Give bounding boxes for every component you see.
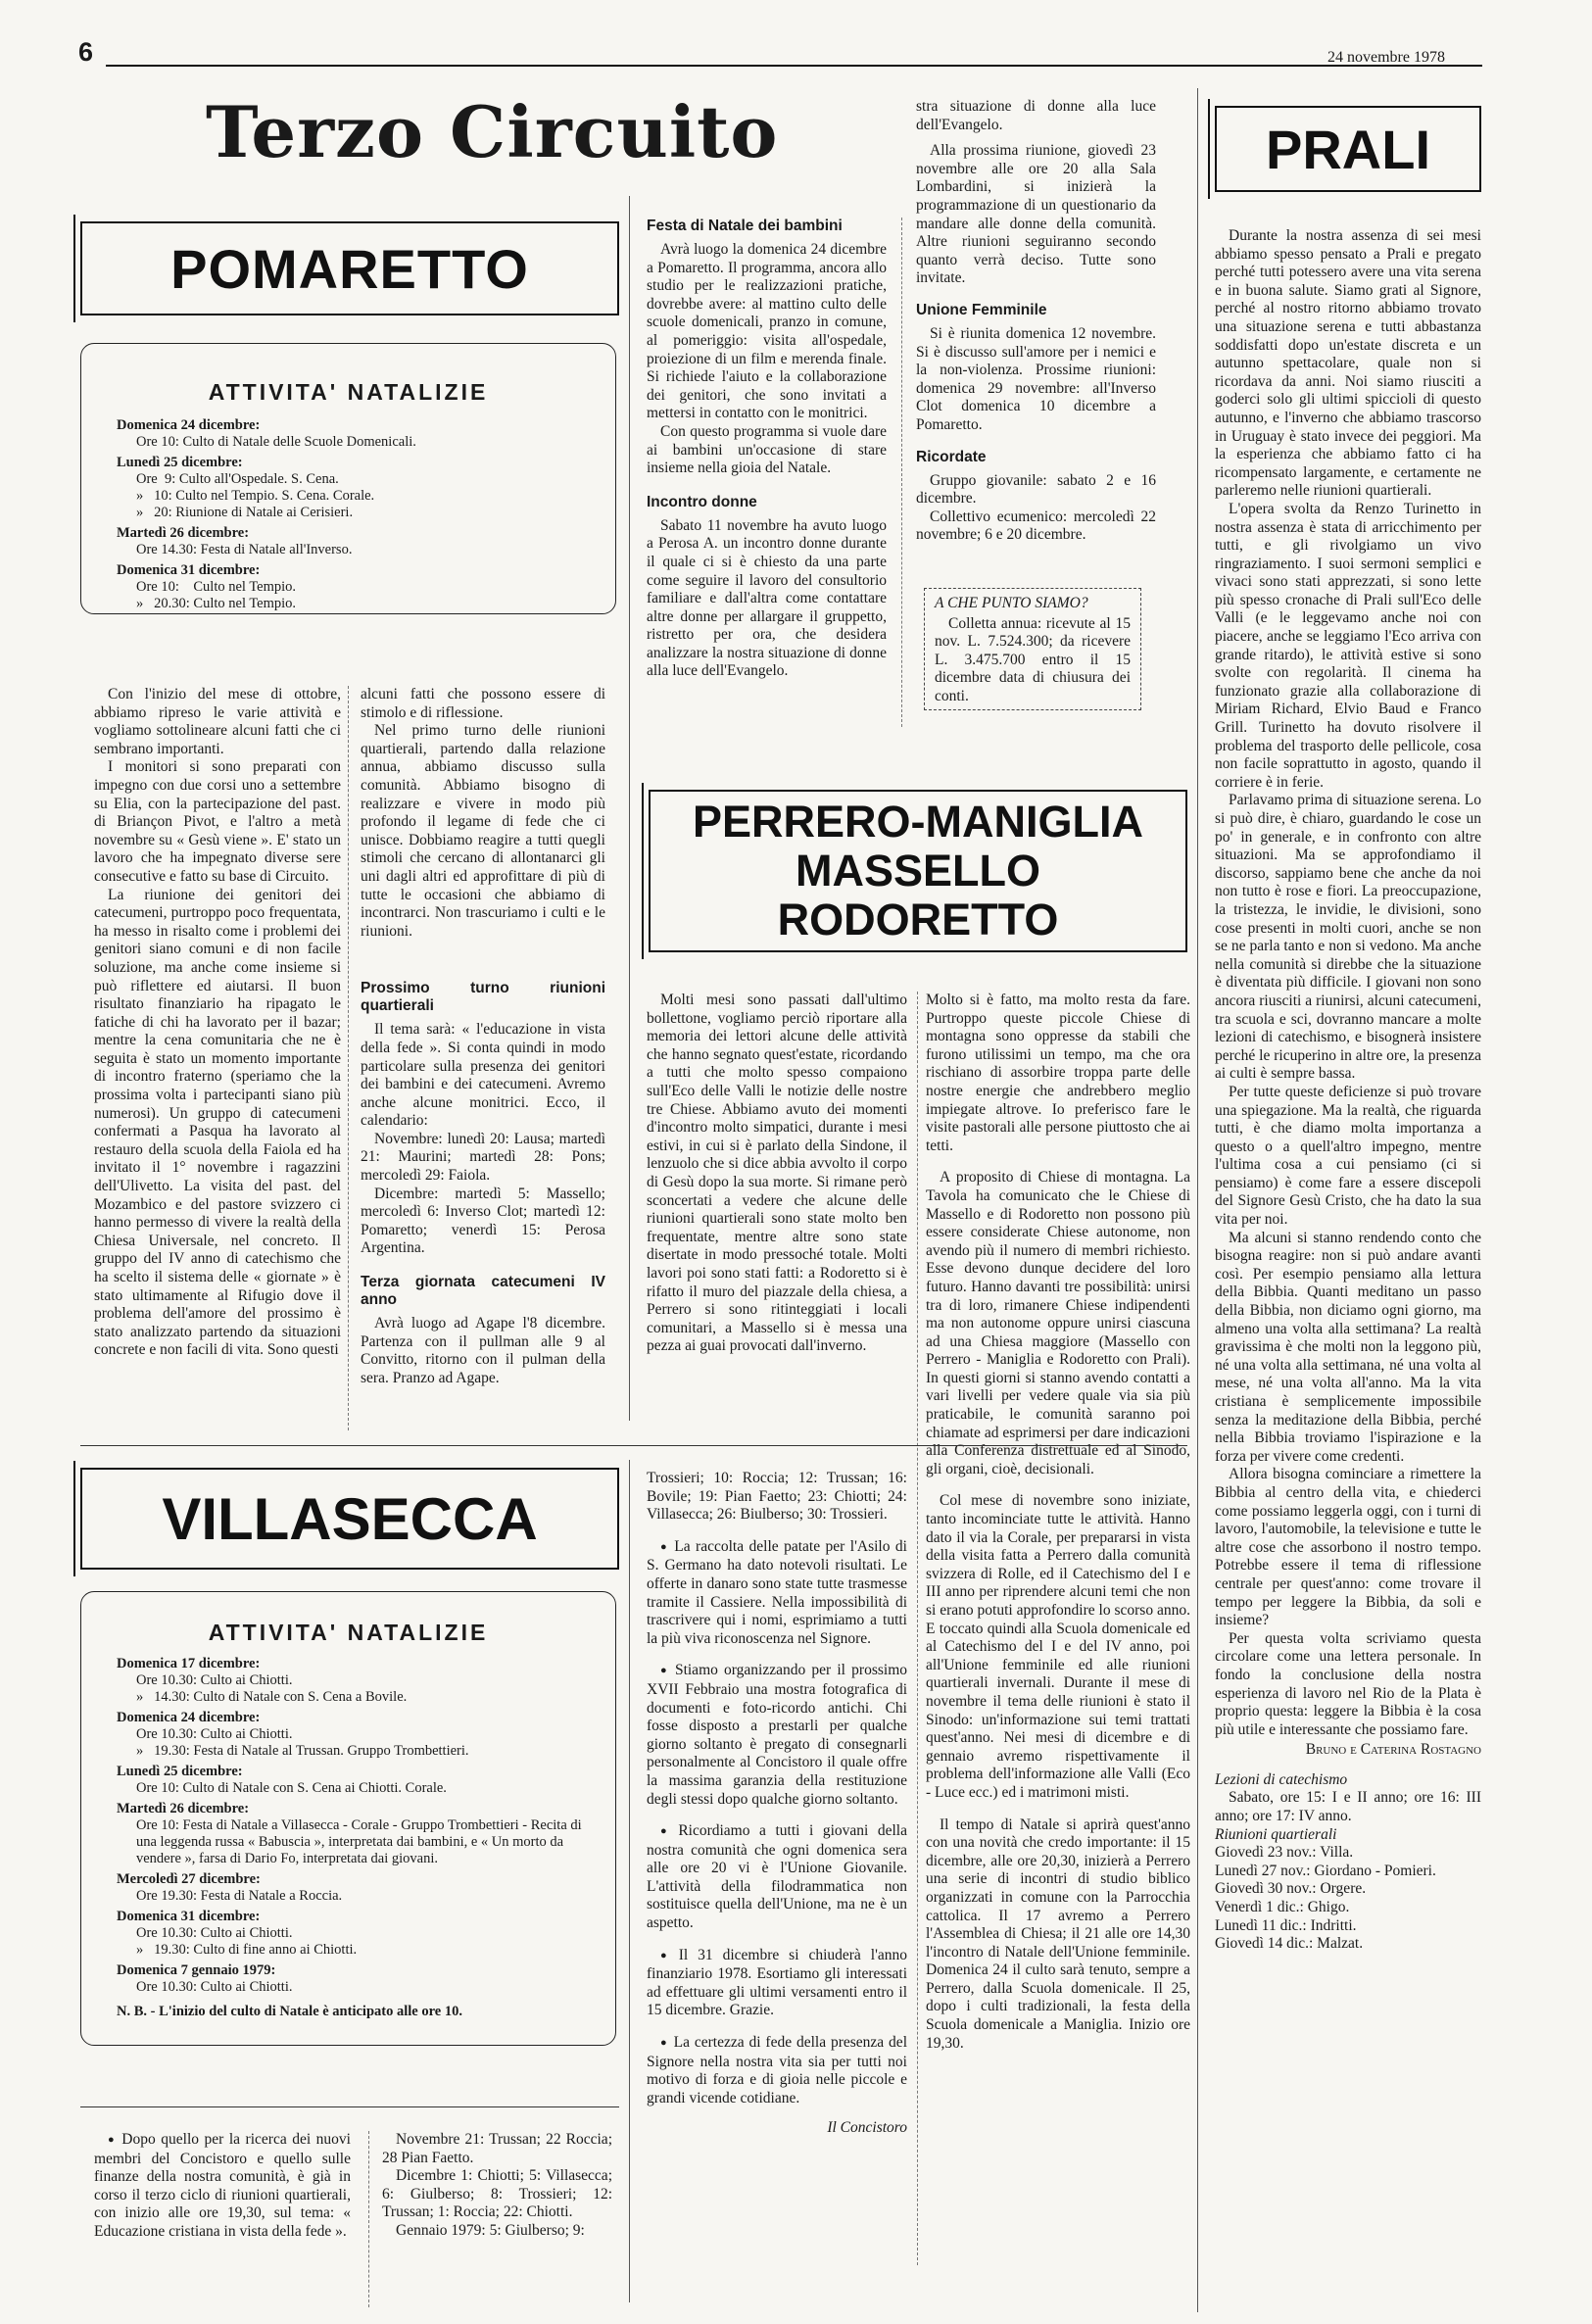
paragraph: Allora bisogna cominciare a rimettere la Bibbia al centro della vita, e chiederci come possiamo leggerla oggi, con i turni di lavoro, l'automobile, la televisione e tutte le altre cose che assorbono il nostro tempo. Potrebbe essere il tema di riflessione centrale per quest'anno: come trovare il tempo per leggere la Bibbia, da soli e insieme? (1215, 1466, 1481, 1629)
punto-text: Colletta annua: ricevute al 15 nov. L. 7.524.300; da ricevere L. 3.475.700 entro il 15 dicembre data di chiusura dei conti. (935, 614, 1131, 704)
perrero-col1 (647, 992, 907, 1356)
schedule-day: Lunedì 25 dicembre: (117, 455, 243, 470)
schedule-item: » 20.30: Culto nel Tempio. (136, 596, 297, 611)
terza-giornata-heading: Terza giornata catecumeni IV anno (361, 1274, 605, 1309)
paragraph: Avrà luogo la domenica 24 dicembre a Pomaretto. Il programma, ancora allo studio per le realizzazioni pratiche, dovrebbe avere: al mattino culto delle scuole domenicali, pranzo in comune, al pomeriggio: visita all'ospedale, proiezione di un film e merenda finale. Si richiede l'aiuto e la collaborazione dei genitori, che sono invitati a mettersi in contatto con le monitrici. (647, 241, 887, 422)
schedule-day: Domenica 17 dicembre: (117, 1656, 261, 1671)
schedule-item: Ore 10: Culto nel Tempio. (136, 579, 297, 595)
prali-riunioni-item: Lunedì 27 nov.: Giordano - Pomieri. (1215, 1862, 1436, 1879)
villasecca-heading-text: VILLASECCA (162, 1485, 538, 1552)
header-rule (106, 65, 1482, 67)
villasecca-program-title: ATTIVITA' NATALIZIE (208, 1620, 489, 1645)
villasecca-col3 (647, 1470, 907, 2138)
schedule-day: Martedì 26 dicembre: (117, 1801, 250, 1816)
prali-riunioni-item: Giovedì 14 dic.: Malzat. (1215, 1935, 1364, 1953)
page-title: Terzo Circuito (206, 90, 779, 173)
paragraph: I monitori si sono preparati con impegno con due corsi uno a settembre su Elia, con la partecipazione del past. di Briançon Pivot, e l'altro a metà novembre su « Gesù viene ». E' stato un lavoro che ha impegnato diverse sere consecutive e fatto su base di Circuito. (94, 758, 341, 885)
schedule-day: Domenica 24 dicembre: (117, 417, 261, 433)
perrero-heading-line: MASSELLO (795, 846, 1040, 896)
schedule-item: Ore 10: Festa di Natale a Villasecca - Corale - Gruppo Trombettieri - Recita di una leggenda russa « Babuscia », interpretata dai bambini, e « Un morto da vendere », farsa di Dario Fo, interpretata dai giovani. (136, 1817, 586, 1866)
paragraph: Dicembre: martedì 5: Massello; mercoledì 6: Inverso Clot; martedì 12: Pomaretto; venerdì 15: Perosa Argentina. (361, 1185, 605, 1257)
paragraph: ● Stiamo organizzando per il prossimo XVII Febbraio una mostra fotografica di documenti e foto-ricordo antichi. Chi fosse disposto a prestarli per qualche giorno soltanto è pregato di consegnarli personalmente al Concistoro il quale offre la massima garanzia della restituzione degli stessi dopo qualche giorno soltanto. (647, 1662, 907, 1809)
paragraph: Gennaio 1979: 5: Giulberso; 9: (396, 2221, 585, 2239)
section-rule (80, 1445, 1187, 1446)
paragraph: Con questo programma si vuole dare ai bambini un'occasione di stare insieme nella gioia del Natale. (647, 422, 887, 477)
perrero-heading-line: RODORETTO (777, 895, 1059, 944)
paragraph: alcuni fatti che possono essere di stimolo e di riflessione. (361, 686, 605, 721)
villasecca-col1 (94, 2131, 351, 2242)
paragraph: Il tema sarà: « l'educazione in vista della fede ». Si conta quindi in modo particolare sulla presenza dei genitori dei bambini e dei catecumeni. Avremo anche alcune monitrici. Ecco, il calendario: (361, 1021, 605, 1130)
paragraph: ● Dopo quello per la ricerca dei nuovi membri del Concistoro e quello sulle finanze della nostra comunità, è già in corso il terzo ciclo di riunioni quartierali, con inizio alle ore 19,30, sul tema: « Educazione cristiana in vista della fede ». (94, 2131, 351, 2242)
schedule-item: Ore 9: Culto all'Ospedale. S. Cena. (136, 471, 339, 487)
paragraph: A proposito di Chiese di montagna. La Tavola ha comunicato che le Chiese di Massello e di Rodoretto non possono più essere considerate Chiese autonome, non avendo più il numero di membri richiesto. Esse devono dunque decidere del loro futuro. Hanno davanti tre possibilità: unirsi tra di loro, rimanere Chiese indipendenti ma non autonome oppure unirsi ciascuna ad una Chiesa maggiore (Massello con Perrero - Maniglia e Rodoretto con Prali). In questi giorni si stanno avendo contatti a vari livelli per vedere quale via sia più praticabile, le comunità saranno poi chiamate ad esprimersi per dare indicazioni alla Conferenza distrettuale ed al Sinodo, gli organi, cioè, decisionali. (926, 1169, 1190, 1477)
column-rule (368, 2131, 369, 2307)
incontro-heading: Incontro donne (647, 493, 757, 510)
paragraph: La riunione dei genitori dei catecumeni, purtroppo poco frequentata, ha messo in risalto come i problemi dei genitori siano comuni e di non facile soluzione, ma anche come insieme si può riflettere ed aiutarsi. Il buon risultato finanziario ha ripagato le fatiche di chi ha lavorato per il bazar; mentre la cena comunitaria che ne è seguita è stato un momento importante di incontro fraterno (speriamo che la prossima volta i partecipanti siano più numerosi). Un gruppo di catecumeni confermati a Pasqua ha lavorato al restauro della scuola della Faiola ed ha invitato il 1° novembre i ragazzini dell'Ulivetto. La visita del past. del Mozambico e del pastore svizzero ci hanno permesso di vivere la realtà della Chiesa Universale, nel concreto. Il gruppo del IV anno di catechismo che ha scelto il sistema delle « giornate » è stato ultimamente al Rifugio dove il problema dell'amore del prossimo è stato analizzato partendo da situazioni concrete e non facili di vita. Sono questi (94, 886, 341, 1359)
prali-riunioni-item: Lunedì 11 dic.: Indritti. (1215, 1916, 1357, 1934)
paragraph: Durante la nostra assenza di sei mesi abbiamo spesso pensato a Prali e pregato perché tutti potessero avere una vita serena e in buona salute. Siamo grati al Signore, perché al nostro ritorno abbiamo trovato una situazione serena e tutti abbastanza soddisfatti dopo un'estate discreta e un autunno spettacolare, quale non si ricordava da anni. Noi siamo riusciti a goderci solo gli ultimi spiccioli di questo autunno, e l'inverno che abbiamo trascorso in Uruguay è stato invece dei peggiori. Ma la esperienza che abbiamo fatto ci ha ricompensato largamente, e certamente ne parleremo nelle riunioni quartierali. (1215, 227, 1481, 500)
paragraph: Alla prossima riunione, giovedì 23 novembre alle ore 20 alla Sala Lombardini, si inizierà la programmazione di un questionario da mandare alle donne della comunità. Altre riunioni seguiranno secondo quanto verrà deciso. Tutte sono invitate. (916, 142, 1156, 287)
paragraph: Dicembre 1: Chiotti; 5: Villasecca; 6: Giulberso; 8: Trossieri; 12: Trussan; 1: Roccia; 22: Chiotti. (382, 2167, 612, 2221)
paragraph: Per questa volta scriviamo questa circolare come una lettera personale. In fondo la conclusione della nostra esperienza di lavoro nel Rio de la Plata è proprio questa: leggere la Bibbia è la cosa più utile e interessante che possiamo fare. (1215, 1629, 1481, 1738)
paragraph: Il tempo di Natale si aprirà quest'anno con una novità che credo importante: il 15 dicembre, alle ore 20,30, inizierà a Perrero una serie di incontri di studio biblico organizzati in comune con la Parrocchia cattolica. Il 17 avremo a Perrero l'Assemblea di Chiesa; il 21 alle ore 14,30 l'incontro di Natale dell'Unione femminile. Domenica 24 il culto sarà tenuto, sempre a Perrero, dalla Scuola domenicale. Il 25, dopo i culti tradizionali, la festa della Scuola domenicale a Maniglia. Inizio ore 19,30. (926, 1816, 1190, 2052)
villasecca-signature: Il Concistoro (827, 2119, 907, 2137)
paragraph: Trossieri; 10: Roccia; 12: Trussan; 16: Bovile; 19: Pian Faetto; 23: Chiotti; 24: Villasecca; 26: Biulberso; 30: Trossieri. (647, 1470, 907, 1524)
paragraph: Sabato, ore 15: I e II anno; ore 16: III anno; ore 17: IV anno. (1215, 1789, 1481, 1825)
section-rule (80, 2106, 619, 2107)
prali-riunioni-heading: Riunioni quartierali (1215, 1825, 1337, 1843)
column-rule (629, 196, 630, 1421)
prali-heading-text: PRALI (1266, 118, 1430, 180)
schedule-item: Ore 10.30: Culto ai Chiotti. (136, 1726, 293, 1742)
schedule-day: Domenica 24 dicembre: (117, 1710, 261, 1725)
paragraph: Parlavamo prima di situazione serena. Lo si può dire, è chiaro, guardando le cose un po' in generale, e in confronto con altre situazioni. Ma se approfondiamo il discorso, sappiamo bene che anche da noi non tutto è rose e fiori. La preoccupazione, la tristezza, le invidie, le divisioni, sono cose presenti in molti cuori, anche se non se ne parla tanto e non si vedono. Ma anche nella comunità si direbbe che la situazione è diventata più difficile. I giovani non sono ancora riusciti a riunirsi, alcuni catecumeni, tra scuola e sci, dovranno mancare a molte lezioni di catechismo, e bisognerà insistere perché le ricuperino in altre ore, la presenza ai culti è sempre bassa. (1215, 792, 1481, 1083)
riunioni-heading: Prossimo turno riunioni quartierali (361, 980, 605, 1015)
paragraph: L'opera svolta da Renzo Turinetto in nostra assenza è stata di arricchimento per tutti, e gli rivolgiamo un vivo ringraziamento. I suoi sermoni semplici e vivaci sono stati apprezzati, si sono lette più spesso cronache di Prali sull'Eco delle Valli (e le leggevamo anche noi con piacere, anche se leggiamo l'Eco arriva con grande ritardo), le attività estive si sono svolte con regolarità. Il cinema ha funzionato grazie alla collaborazione di Miriam Richard, Elvio Baud e Franco Grill. Turinetto ha dovuto risolvere il problema del trasporto delle pellicole, cosa non facile soprattutto in agosto, quando il corriere è in ferie. (1215, 500, 1481, 791)
pomaretto-col3 (647, 218, 887, 681)
paragraph: Ma alcuni si stanno rendendo conto che bisogna reagire: non si può andare avanti così. Per esempio pensiamo alla lettura della Bibbia. Quanti meditano un passo della Bibbia, non diciamo ogni giorno, ma almeno una volta alla settimana? La realtà gravissima è che molti non la leggono più, né una volta alla settimana, né una volta al mese, né una volta all'anno. Ma la vita cristiana è semplicemente impossibile senza la meditazione della Bibbia, perché nella Bibbia troviamo l'ispirazione e la forza per vivere come credenti. (1215, 1229, 1481, 1465)
paragraph: Novembre: lunedì 20: Lausa; martedì 21: Maurini; martedì 28: Pons; mercoledì 29: Faiola. (361, 1130, 605, 1185)
villasecca-nb: N. B. - L'inizio del culto di Natale è anticipato alle ore 10. (117, 2004, 462, 2019)
perrero-heading (649, 790, 1187, 952)
prali-riunioni-item: Venerdì 1 dic.: Ghigo. (1215, 1899, 1350, 1916)
paragraph: Gruppo giovanile: sabato 2 e 16 dicembre. (916, 471, 1156, 508)
paragraph: Sabato 11 novembre ha avuto luogo a Perosa A. un incontro donne durante il quale ci si è chiesto da una parte come seguire il lavoro del consultorio familiare e dall'altra come contattare altre donne per allargare il gruppetto, ristretto per ora, che desidera analizzare la nostra situazione di donne alla luce dell'Evangelo. (647, 516, 887, 680)
paragraph: Col mese di novembre sono iniziate, tanto incominciate tutte le attività. Hanno dato il via la Corale, per prepararsi in vista della visita fatta a Perrero dalla comunità svizzera di Rolle, ed il Catechismo del I e III anno per riprendere alcuni temi che non si erano potuti approfondire lo scorso anno. E toccato quindi alla Scuola domenicale ed al Catechismo del I e del IV anno, poi all'Unione femminile ed alle riunioni quartierali invernali. Durante il mese di novembre il tema delle riunioni è stato il Sinodo: un'informazione sui temi trattati quest'anno. Nei mesi di dicembre e di gennaio avremo rispettivamente il problema dell'informazione alle Valli (Eco - Luce ecc.) ed i matrimoni misti. (926, 1492, 1190, 1801)
schedule-day: Domenica 31 dicembre: (117, 1909, 261, 1924)
column-rule (901, 218, 902, 727)
prali-riunioni-item: Giovedì 30 nov.: Orgere. (1215, 1880, 1367, 1898)
column-rule (629, 1460, 630, 2302)
perrero-heading-line: PERRERO-MANIGLIA (693, 797, 1143, 847)
schedule-item: Ore 10: Culto di Natale delle Scuole Domenicali. (136, 434, 416, 450)
perrero-col2 (926, 992, 1190, 2053)
villasecca-program-box (80, 1591, 616, 2046)
schedule-day: Mercoledì 27 dicembre: (117, 1871, 261, 1887)
lezioni-heading: Lezioni di catechismo (1215, 1770, 1348, 1788)
page-number: 6 (78, 37, 94, 67)
prali-column (1215, 227, 1481, 1954)
schedule-item: » 10: Culto nel Tempio. S. Cena. Corale. (136, 488, 375, 504)
pomaretto-program-title: ATTIVITA' NATALIZIE (208, 379, 489, 405)
schedule-day: Martedì 26 dicembre: (117, 525, 250, 541)
paragraph: ● La certezza di fede della presenza del Signore nella nostra vita sia per tutti noi motivo di forza e di gioia nelle piccole e grandi vicende cotidiane. (647, 2034, 907, 2107)
schedule-item: » 14.30: Culto di Natale con S. Cena a Bovile. (136, 1689, 408, 1705)
paragraph: Collettivo ecumenico: mercoledì 22 novembre; 6 e 20 dicembre. (916, 508, 1156, 544)
pomaretto-col4 (916, 98, 1156, 545)
pomaretto-program-box (80, 343, 616, 614)
paragraph: Molto si è fatto, ma molto resta da fare. Purtroppo queste piccole Chiese di montagna sono oppresse da stabili che furono utilissimi un tempo, ma che ora rischiano di assorbire troppa parte delle nostre energie che andrebbero meglio impiegate altrove. Io preferisco fare le visite pastorali alle persone piuttosto che ai tetti. (926, 992, 1190, 1154)
paragraph: Con l'inizio del mese di ottobre, abbiamo ripreso le varie attività e vogliamo sottolineare alcuni fatti che ci sembrano importanti. (94, 686, 341, 757)
paragraph: ● La raccolta delle patate per l'Asilo di S. Germano ha dato notevoli risultati. Le offerte in danaro sono state tutte trasmesse tramite il Cassiere. Nella impossibilità di trascrivere qui i nomi, esprimiamo a tutti la più viva riconoscenza nel Signore. (647, 1538, 907, 1649)
schedule-item: Ore 10.30: Culto ai Chiotti. (136, 1672, 293, 1688)
villasecca-heading (80, 1468, 619, 1570)
prali-riunioni-item: Giovedì 23 nov.: Villa. (1215, 1844, 1354, 1862)
pomaretto-col1 (94, 686, 341, 1360)
schedule-day: Lunedì 25 dicembre: (117, 1764, 243, 1779)
paragraph: Molti mesi sono passati dall'ultimo bollettone, vogliamo perciò riportare alla memoria dei lettori alcune delle attività che hanno segnato quest'estate, ricordando a tutti che molto spesso compaiono sull'Eco delle Valli le notizie delle nostre tre Chiese. Abbiamo avuto dei momenti d'incontro molto simpatici, durante i mesi estivi, in cui si è parlato della Sindone, il lenzuolo che si dice abbia avvolto il corpo di Gesù dopo la sua morte. Si rimane però sconcertati a vedere che alcune delle riunioni quartierali sono state molto ben frequentate, mentre altre sono state disertate in modo pressoché totale. Molti lavori poi sono stati fatti: a Rodoretto si è rifatto il muro del piazzale della chiesa, a Perrero si sono ritinteggiati i locali comunitari, a Massello si è messa una pezza ai guai provocati dall'inverno. (647, 992, 907, 1355)
pomaretto-heading-text: POMARETTO (170, 237, 529, 300)
column-rule (348, 686, 349, 1430)
schedule-item: Ore 10: Culto di Natale con S. Cena ai Chiotti. Corale. (136, 1780, 447, 1796)
prali-heading (1215, 106, 1481, 192)
ricordate-heading: Ricordate (916, 448, 987, 465)
paragraph: Avrà luogo ad Agape l'8 dicembre. Partenza con il pullman alle 9 al Convitto, ritorno con il pulman della sera. Pranzo ad Agape. (361, 1315, 605, 1386)
pomaretto-col2 (361, 686, 605, 1387)
paragraph: Per tutte queste deficienze si può trovare una spiegazione. Ma la realtà, che riguarda tutti, è che diamo molta importanza a questo o a quell'altro impegno, mentre l'ultima cosa a cui pensiamo (ci si pensiamo) è come fare a essere discepoli del Signore Gesù Cristo, che ha dato la sua vita per noi. (1215, 1083, 1481, 1229)
pomaretto-heading (80, 221, 619, 315)
column-rule (1197, 88, 1198, 2312)
schedule-item: Ore 19.30: Festa di Natale a Roccia. (136, 1888, 343, 1904)
paragraph: Nel primo turno delle riunioni quartierali, partendo dalla relazione annua, abbiamo discusso sulla comunità. Abbiamo bisogno di realizzare e vivere in modo più profondo il legame di fede che ci unisce. Dobbiamo reagire a tutti quegli stimoli che cercano di allontanarci gli uni dagli altri ed approfittare di più di tutte le occasioni che abbiamo di incontrarci. Non trascuriamo i culti e le riunioni. (361, 722, 605, 940)
paragraph: ● Il 31 dicembre si chiuderà l'anno finanziario 1978. Esortiamo gli interessati ad effettuare gli ultimi versamenti entro il 15 dicembre. Grazie. (647, 1947, 907, 2020)
schedule-item: Ore 10.30: Culto ai Chiotti. (136, 1979, 293, 1995)
column-rule (917, 992, 918, 2265)
schedule-item: » 19.30: Festa di Natale al Trussan. Gruppo Trombettieri. (136, 1743, 469, 1759)
schedule-item: Ore 14.30: Festa di Natale all'Inverso. (136, 542, 353, 557)
villasecca-col2 (382, 2131, 612, 2241)
schedule-item: » 19.30: Culto di fine anno ai Chiotti. (136, 1942, 358, 1958)
pomaretto-schedule (81, 406, 615, 612)
schedule-item: » 20: Riunione di Natale ai Cerisieri. (136, 505, 354, 520)
paragraph: Si è riunita domenica 12 novembre. Si è discusso sull'amore per i nemici e la non-violenza. Prossime riunioni: domenica 29 novembre: all'Inverso Clot domenica 10 dicembre a Pomaretto. (916, 324, 1156, 433)
punto-title: A CHE PUNTO SIAMO? (935, 595, 1088, 611)
unione-heading: Unione Femminile (916, 301, 1047, 318)
paragraph: Novembre 21: Trussan; 22 Roccia; 28 Pian Faetto. (382, 2131, 612, 2166)
punto-box (924, 588, 1141, 710)
schedule-item: Ore 10.30: Culto ai Chiotti. (136, 1925, 293, 1941)
schedule-day: Domenica 7 gennaio 1979: (117, 1962, 276, 1978)
schedule-day: Domenica 31 dicembre: (117, 562, 261, 578)
prali-signature: Bruno e Caterina Rostagno (1305, 1741, 1481, 1759)
paragraph: ● Ricordiamo a tutti i giovani della nostra comunità che ogni domenica sera alle ore 20 vi è l'Unione Giovanile. L'attività della filodrammatica non sostituisce quella dell'Unione, ma ne è un aspetto. (647, 1822, 907, 1933)
paragraph: stra situazione di donne alla luce dell'Evangelo. (916, 98, 1156, 133)
header-date: 24 novembre 1978 (1327, 49, 1445, 66)
villasecca-schedule (81, 1646, 615, 1996)
festa-heading: Festa di Natale dei bambini (647, 218, 843, 234)
